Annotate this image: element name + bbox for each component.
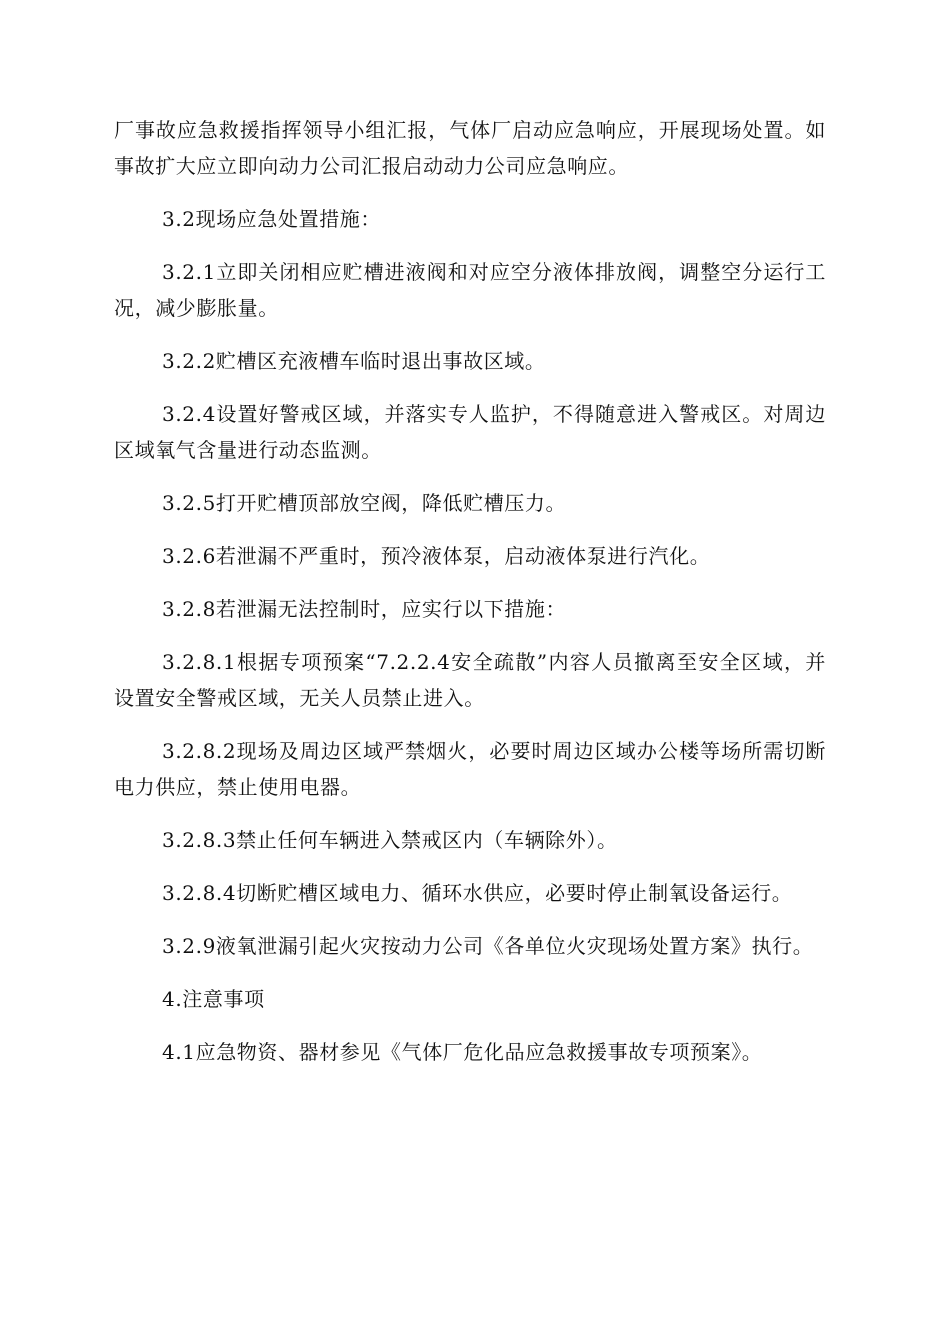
- paragraph-3-2-1: 3.2.1立即关闭相应贮槽进液阀和对应空分液体排放阀，调整空分运行工况，减少膨胀量。: [114, 260, 826, 320]
- paragraph-3-2-2: 3.2.2贮槽区充液槽车临时退出事故区域。: [162, 349, 546, 373]
- paragraph-3-2-5: 3.2.5打开贮槽顶部放空阀，降低贮槽压力。: [162, 491, 567, 515]
- paragraph-3-2-8-1: 3.2.8.1根据专项预案“7.2.2.4安全疏散”内容人员撤离至安全区域，并设置安全警戒区域，无关人员禁止进入。: [114, 650, 826, 710]
- section-heading-3-2: 3.2现场应急处置措施：: [162, 207, 382, 231]
- paragraph-3-2-8-4: 3.2.8.4切断贮槽区域电力、循环水供应，必要时停止制氧设备运行。: [162, 881, 793, 905]
- paragraph-3-2-8-2: 3.2.8.2现场及周边区域严禁烟火，必要时周边区域办公楼等场所需切断电力供应，禁止使用电器。: [114, 739, 826, 799]
- paragraph-4-1: 4.1应急物资、器材参见《气体厂危化品应急救援事故专项预案》。: [162, 1040, 763, 1064]
- document-body: [114, 112, 826, 1087]
- paragraph-3-2-8: 3.2.8若泄漏无法控制时，应实行以下措施：: [162, 597, 567, 621]
- paragraph-3-2-4: 3.2.4设置好警戒区域，并落实专人监护，不得随意进入警戒区。对周边区域氧气含量进行动态监测。: [114, 402, 826, 462]
- section-heading-4: 4.注意事项: [162, 987, 265, 1011]
- paragraph-3-2-9: 3.2.9液氧泄漏引起火灾按动力公司《各单位火灾现场处置方案》执行。: [162, 934, 814, 958]
- paragraph-continuation: 厂事故应急救援指挥领导小组汇报，气体厂启动应急响应，开展现场处置。如事故扩大应立即向动力公司汇报启动动力公司应急响应。: [114, 118, 826, 178]
- paragraph-3-2-6: 3.2.6若泄漏不严重时，预冷液体泵，启动液体泵进行汽化。: [162, 544, 711, 568]
- paragraph-3-2-8-3: 3.2.8.3禁止任何车辆进入禁戒区内（车辆除外）。: [162, 828, 618, 852]
